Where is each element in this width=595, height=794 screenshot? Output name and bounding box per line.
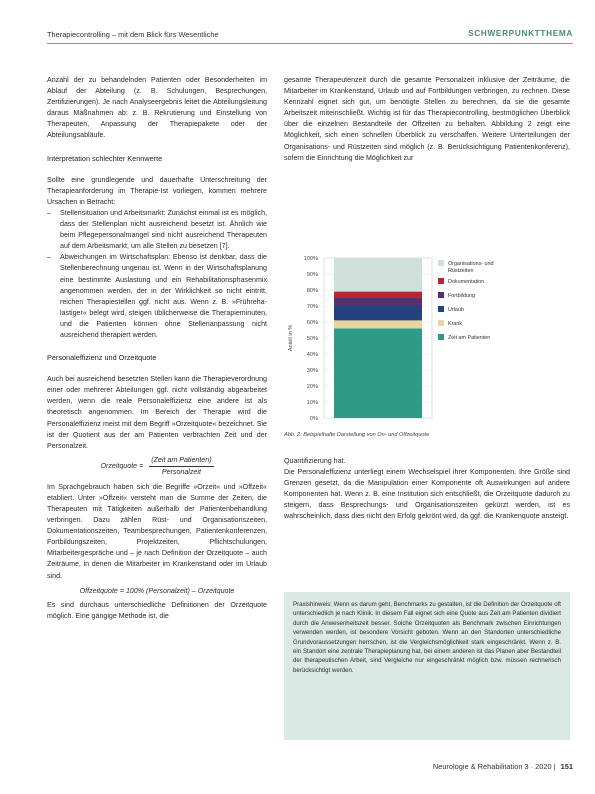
y-tick-label: 70% <box>306 304 318 310</box>
bar-segment <box>334 320 422 328</box>
paragraph: gesamte Therapeutenzeit durch die gesamte Personalzeit inklusive der Zeiträume, die Mitarbeiter im Krankenstand, Urlaub und auf Fortbildungen verbringen, zu rechnen. Diese Kennzahl eignet sich gut, um benötigte Stellen zu berechnen, da sie die gesamte Arbeitszeit miteinschließt. Wichtig ist für das Therapiecontrolling, bestmöglichen Überblick über die einzelnen Bestandteile der Offzeiten zu behalten. Abbildung 2 zeigt eine Möglichkeit, sich einen schnellen Überblick zu verschaffen. Weitere Unterteilungen der Organisations- und Rüstzeiten sind möglich (z. B. Berücksichtigung Patientenkonferenz), sofern die Einrichtung die Möglichkeit zur <box>284 76 570 162</box>
paragraph: Quantifizierung hat. <box>284 457 346 465</box>
legend-swatch <box>438 278 444 284</box>
page-footer: Neurologie & Rehabilitation 3 · 2020 | 151 <box>432 762 573 771</box>
paragraph: Die Personaleffizienz unterliegt einem Wechselspiel ihrer Komponenten. Ihre Größe sind Grenzen gesetzt, da die Manipulation einer Komponente oft Auswirkungen auf andere Komponenten hat. Wenn z. B. eine Institution sich entschließt, die Orzeitquote dadurch zu steigern, dass Besprechungs- und Organisationszeiten gekürzt werden, ist es wahrscheinlich, dass dies nicht den Erfolg gekrönt wird, da ggf. die Krankenquote ansteigt. <box>284 468 570 521</box>
paragraph: Es sind durchaus unterschiedliche Definitionen der Orzeitquote möglich. Eine gängige Methode ist, die <box>47 600 267 620</box>
y-tick-label: 40% <box>306 352 318 358</box>
offzeit-chart <box>284 248 574 428</box>
orzeitquote-formula <box>47 452 267 482</box>
bar-segment <box>334 298 422 306</box>
formula-numerator: (Zeit am Patienten) <box>149 455 213 467</box>
journal-name: Neurologie & Rehabilitation 3 · 2020 <box>432 762 552 771</box>
y-tick-label: 0% <box>309 416 318 422</box>
legend-swatch <box>438 292 444 298</box>
section-label: SCHWERPUNKTTHEMA <box>468 29 573 38</box>
bar-segment <box>334 292 422 298</box>
y-tick-label: 80% <box>306 288 318 294</box>
offzeitquote-formula: Offzeitquote = 100% (Personalzeit) – Orzeitquote <box>79 586 235 595</box>
subheading-interpretation: Interpretation schlechter Kennwerte <box>47 153 163 163</box>
practice-note-text: Praxishinweis: Wenn es darum geht, Benchmarks zu gestalten, ist die Definition der Orzeitquote oft unterschiedlich je nach Klinik. In diesem Fall eignet sich eine Quote aus Zeit am Patienten dividiert durch die Anwesenheitszeit besser. Solche Orzeitquoten als Benchmark zwischen Einrichtungen verwenden werden, ist besondere Vorsicht geboten. Wenn an den Standorten unterschiedliche Grundvoraussetzungen herrschen, ist die Vergleichsmöglichkeit stark eingeschränkt. Wenn z. B. ein Standort eine zentrale Therapieplanung hat, bei einem anderen ist das Planen aber Bestandteil der therapeutischen Arbeit, sind Vergleiche nur eingeschränkt möglich bzw. müssen rechnerisch berücksichtigt werden. <box>293 601 561 674</box>
legend-swatch <box>438 306 444 312</box>
header-rule <box>47 43 573 44</box>
figure-caption: Abb. 2: Beispielhafte Darstellung von On- und Offzeitquote <box>284 432 430 438</box>
formula-denominator: Personalzeit <box>161 468 201 477</box>
paragraph: Anzahl der zu behandelnden Patienten oder Besonderheiten im Ablauf der Abteilung (z. B. Schulungen, Besprechungen, Zertifizierungen). Je nach Analyseergebnis leitet die Abteilungsleitung daraus Maßnahmen ab: z. B. Rekrutierung und Einstellung von Therapeuten, Anpassung der Therapiepakete oder der Abteilungsabläufe. <box>47 76 267 140</box>
practice-note-box <box>284 592 570 740</box>
legend-swatch <box>438 334 444 340</box>
bar-segment <box>334 328 422 418</box>
y-tick-label: 100% <box>303 256 318 262</box>
legend-label: Rüstzeiten <box>448 268 474 274</box>
y-tick-label: 60% <box>306 320 318 326</box>
list-item: – Stellensituation und Arbeitsmarkt: Zunächst einmal ist es möglich, dass der Stellenplan nicht ausreichend besetzt ist. Ähnlich wie beim Pflegepersonalmangel sind nicht ausreichend Therapeuten auf dem Arbeitsmarkt, um alle Stellen zu besetzen [7]. <box>47 208 267 252</box>
right-column-top <box>284 75 570 164</box>
list-item: – Abweichungen im Wirtschaftsplan: Ebenso ist denkbar, dass die Stellenberechnung ungenau ist. Wenn in der Wirtschaftsplanung eine bestimmte Auslastung und ein Rehabilitationsphasenmix angenommen werden, der in der Wirklichkeit so nicht eintritt, reichen Therapiestellen ggf. nicht aus. Wenn z. B. »Frühreha-lastiger« belegt wird, steigen üblicherweise die Therapieminuten, und die Patienten können ohne Stellenanpassung nicht ausreichend therapiert werden. <box>47 252 267 341</box>
formula-label: Orzeitquote = <box>100 462 144 471</box>
paragraph: Im Sprachgebrauch haben sich die Begriffe »Orzeit« und »Offzeit« etabliert. Unter »Offzeit« versteht man die Summe der Zeiten, die Therapeuten mit Tätigkeiten außerhalb der Patientenbehandlung verbringen. Dazu zählen Rüst- und Organisationszeiten, Dokumentationszeiten, Teambesprechungen, Patientenkonferenzen, Fortbildungszeiten, Projektzeiten, Pflichtschulungen, Mitarbeitergespräche und – je nach Definition der Orzeitquote – auch Zeiträume, in denen die Mitarbeiter im Krankenstand oder im Urlaub sind. <box>47 482 267 580</box>
y-axis-label: Anteil in % <box>288 324 294 352</box>
page-number: 151 <box>560 762 573 771</box>
y-tick-label: 90% <box>306 272 318 278</box>
legend-swatch <box>438 320 444 326</box>
y-tick-label: 20% <box>306 384 318 390</box>
y-tick-label: 50% <box>306 336 318 342</box>
subheading-personaleffizienz: Personaleffizienz und Orzeitquote <box>47 353 157 363</box>
paragraph: Auch bei ausreichend besetzten Stellen kann die Therapieverordnung einer oder mehrerer Abteilungen ggf. nicht vollständig abgearbeitet werden, wenn die reale Personaleffizienz eine andere ist als theoretisch angenommen. Im Bereich der Therapie wird die Personaleffizienz meist mit dem Begriff »Orzeitquote« bezeichnet. Sie ist der Quotient aus der am Patienten verbrachten Zeit und der Personalzeit. <box>47 375 267 450</box>
legend-label: Krank <box>448 321 463 327</box>
legend-label: Organisations- und <box>448 261 494 267</box>
formula-fraction <box>149 455 213 478</box>
legend-label: Urlaub <box>448 307 464 313</box>
bar-segment <box>334 258 422 292</box>
legend-label: Fortbildung <box>448 293 475 299</box>
legend-label: Dokumentation <box>448 279 485 285</box>
left-column <box>47 75 267 622</box>
y-tick-label: 30% <box>306 368 318 374</box>
right-column-bottom <box>284 456 570 523</box>
running-header: Therapiecontrolling – mit dem Blick fürs Wesentliche <box>47 30 219 39</box>
y-tick-label: 10% <box>306 400 318 406</box>
legend-label: Zeit am Patienten <box>448 335 491 341</box>
bar-segment <box>334 306 422 320</box>
paragraph: Sollte eine grundlegende und dauerhafte Unterschreitung der Therapieanforderung im Therapie-Ist vorliegen, kommen mehrere Ursachen in Betracht: <box>47 175 267 206</box>
cause-list <box>47 208 267 341</box>
legend-swatch <box>438 260 444 266</box>
